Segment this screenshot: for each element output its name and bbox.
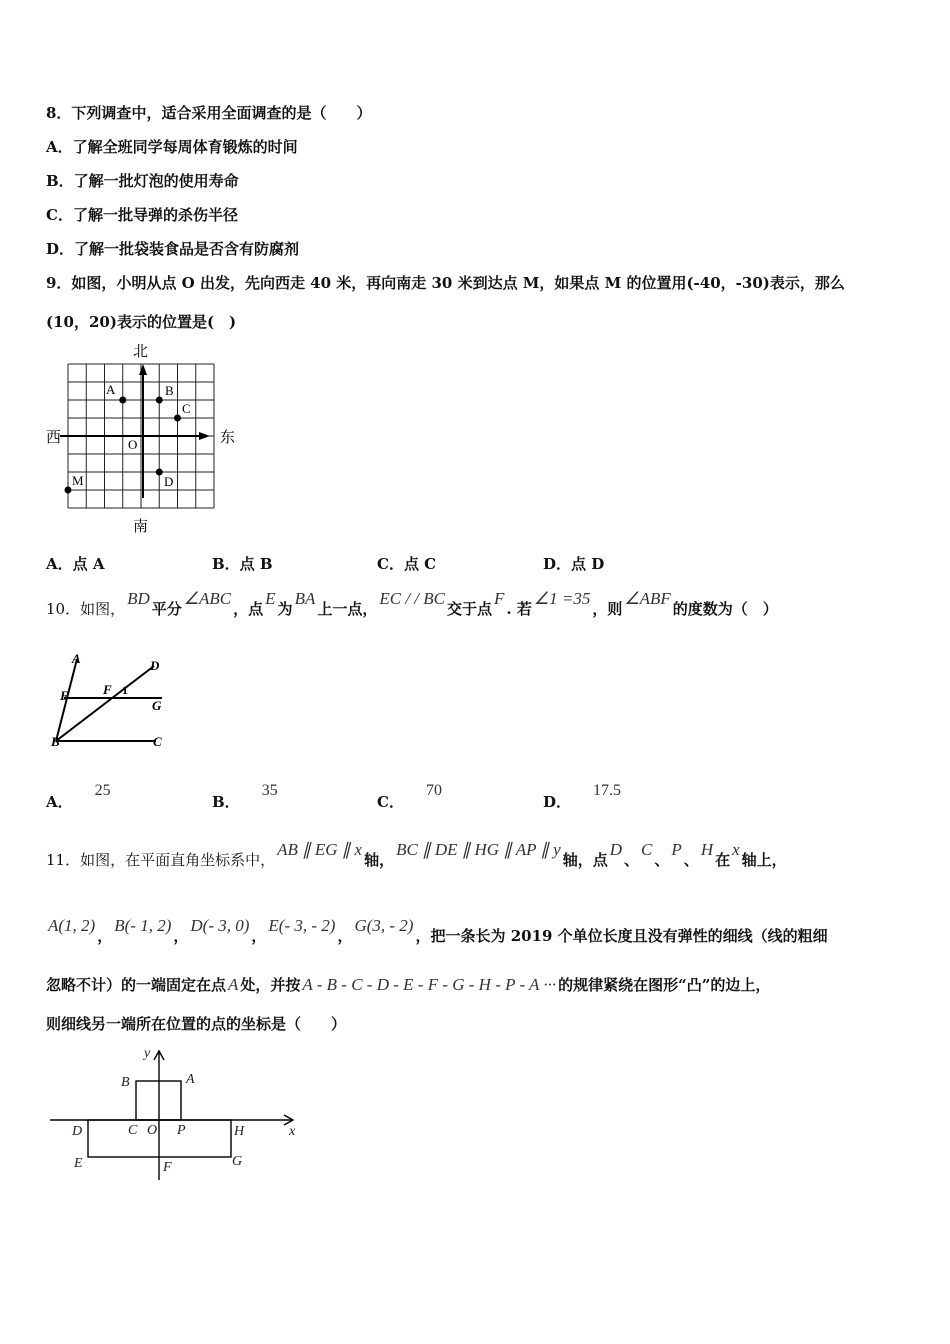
q11-stem-line3: 忽略不计）的一端固定在点 A 处，并按 A - B - C - D - E - F - G - H - P - A ··· 的规律紧绕在图形“凸”的边上， bbox=[46, 975, 771, 994]
svg-text:P: P bbox=[177, 1123, 186, 1138]
svg-text:北: 北 bbox=[133, 344, 149, 360]
q11-stem-line1: 11．如图，在平面直角坐标系中，AB ∥ EG ∥ x轴，BC ∥ DE ∥ HG ∥ AP ∥ y轴，点D、C、P、H在x轴上， bbox=[46, 840, 787, 869]
point-c bbox=[174, 415, 181, 422]
svg-text:1: 1 bbox=[122, 683, 128, 697]
svg-text:D: D bbox=[72, 1124, 83, 1139]
q9-option-a[interactable]: A．点 A bbox=[46, 555, 105, 573]
point-b bbox=[156, 397, 163, 404]
svg-text:y: y bbox=[144, 1046, 151, 1061]
svg-text:H: H bbox=[234, 1124, 245, 1139]
svg-text:B: B bbox=[51, 734, 60, 749]
svg-text:D: D bbox=[164, 474, 174, 489]
point-d bbox=[156, 469, 163, 476]
q11-stem-line4: 则细线另一端所在位置的点的坐标是（ ） bbox=[46, 1015, 347, 1033]
q9-stem-line2: (10，20)表示的位置是( ) bbox=[46, 313, 237, 331]
q9-option-d[interactable]: D．点 D bbox=[543, 555, 605, 573]
svg-text:B: B bbox=[165, 383, 174, 398]
q10-option-b[interactable]: B．35 bbox=[212, 782, 278, 811]
svg-text:西: 西 bbox=[46, 430, 62, 446]
svg-text:D: D bbox=[150, 658, 160, 673]
q8-option-b[interactable]: B．了解一批灯泡的使用寿命 bbox=[46, 172, 239, 190]
svg-text:B: B bbox=[121, 1075, 130, 1090]
svg-text:A: A bbox=[186, 1072, 195, 1087]
q8-option-c[interactable]: C．了解一批导弹的杀伤半径 bbox=[46, 206, 238, 224]
q10-figure bbox=[44, 648, 184, 758]
svg-text:G: G bbox=[152, 698, 162, 713]
q10-option-c[interactable]: C．70 bbox=[377, 782, 442, 811]
svg-text:G: G bbox=[232, 1154, 243, 1169]
q8-option-a[interactable]: A．了解全班同学每周体育锻炼的时间 bbox=[46, 138, 298, 156]
q10-option-d[interactable]: D．17.5 bbox=[543, 782, 622, 811]
q11-figure bbox=[46, 1040, 306, 1190]
svg-text:A: A bbox=[72, 651, 81, 666]
svg-text:东: 东 bbox=[220, 430, 236, 446]
q9-stem-line1: 9．如图，小明从点 O 出发，先向西走 40 米，再向南走 30 米到达点 M，如果点 M 的位置用(-40，-30)表示，那么 bbox=[46, 274, 845, 292]
svg-text:O: O bbox=[147, 1123, 158, 1138]
point-a bbox=[119, 397, 126, 404]
q9-option-b[interactable]: B．点 B bbox=[212, 555, 273, 573]
q9-option-c[interactable]: C．点 C bbox=[377, 555, 437, 573]
svg-text:E: E bbox=[60, 688, 69, 703]
q8-option-d[interactable]: D．了解一批袋装食品是否含有防腐剂 bbox=[46, 240, 300, 258]
q8-stem: 8．下列调查中，适合采用全面调查的是（ ） bbox=[46, 104, 372, 122]
svg-text:南: 南 bbox=[133, 519, 149, 535]
q10-stem: 10．如图，BD平分∠ABC，点E为BA上一点，EC / / BC交于点F. 若∠1 =35，则∠ABF的度数为（ ） bbox=[46, 589, 778, 618]
q10-option-a[interactable]: A．25 bbox=[46, 782, 111, 811]
svg-text:F: F bbox=[163, 1160, 172, 1175]
svg-text:O: O bbox=[128, 437, 138, 452]
q9-grid-figure bbox=[40, 338, 250, 538]
point-m bbox=[65, 487, 72, 494]
svg-text:M: M bbox=[72, 473, 84, 488]
svg-text:C: C bbox=[128, 1123, 138, 1138]
svg-text:E: E bbox=[74, 1156, 83, 1171]
svg-text:x: x bbox=[289, 1124, 296, 1139]
svg-text:C: C bbox=[153, 734, 162, 749]
svg-text:A: A bbox=[106, 382, 116, 397]
q11-stem-line2: A(1, 2)，B(- 1, 2)，D(- 3, 0)，E(- 3, - 2)，G(3, - 2)，把一条长为 2019 个单位长度且没有弹性的细线（线的粗细 bbox=[48, 916, 828, 945]
svg-text:C: C bbox=[182, 401, 191, 416]
svg-text:F: F bbox=[103, 682, 112, 697]
